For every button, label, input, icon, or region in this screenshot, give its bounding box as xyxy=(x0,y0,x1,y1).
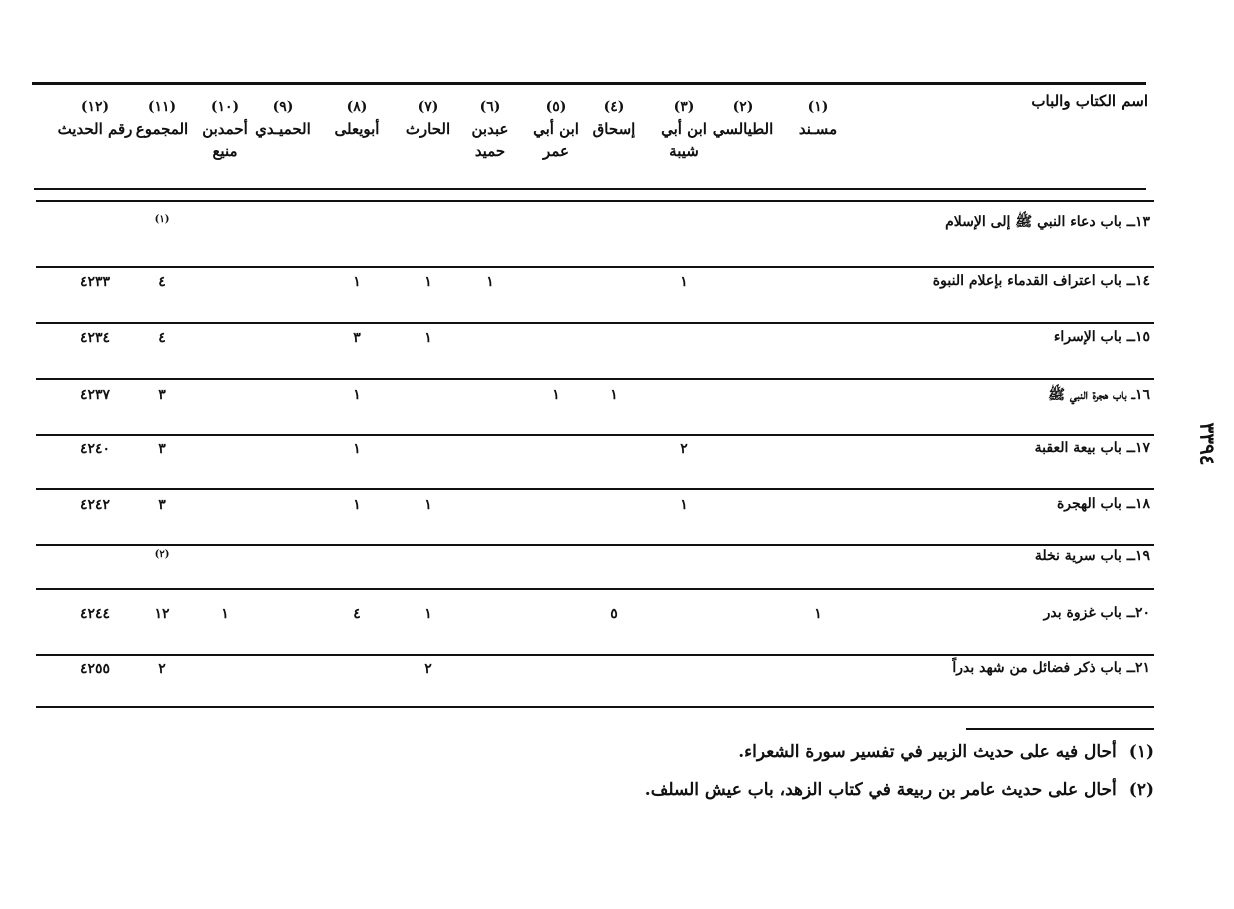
table-cell: ٣ xyxy=(353,330,361,346)
column-label: ابن أبي xyxy=(533,120,579,138)
footnote-mark: (١) xyxy=(1128,742,1154,762)
chapter-label: ١٦ــ باب هجرة النبي ﷺ xyxy=(1048,387,1150,403)
table-cell: ١ xyxy=(552,387,560,403)
table-cell: ١ xyxy=(680,497,688,513)
table-cell: ٤٢٤٠ xyxy=(79,441,111,457)
column-label: منيع xyxy=(212,142,238,160)
footnote-mark: (٢) xyxy=(1128,780,1154,800)
column-number: (١٢) xyxy=(80,99,110,115)
table-cell: ٤ xyxy=(353,606,361,622)
row-separator xyxy=(36,200,1154,202)
column-label: الحميـدي xyxy=(255,120,311,138)
table-cell: ٤٢٣٧ xyxy=(79,387,111,403)
chapter-label: ٢٠ــ باب غزوة بدر xyxy=(1043,605,1150,621)
column-number: (٧) xyxy=(417,99,439,115)
table-cell: ١ xyxy=(353,441,361,457)
chapter-label: ٢١ــ باب ذكر فضائل من شهد بدراً xyxy=(952,660,1150,676)
row-separator xyxy=(36,266,1154,268)
chapter-label: ١٥ــ باب الإسراء xyxy=(1053,329,1150,345)
row-separator xyxy=(36,488,1154,490)
column-label: عبدبن xyxy=(471,120,509,138)
footnote xyxy=(738,742,1154,762)
row-separator xyxy=(36,588,1154,590)
column-label: إسحاق xyxy=(592,120,636,138)
footnote-separator xyxy=(966,728,1154,730)
column-label: حميد xyxy=(474,142,506,160)
table-cell: (٢) xyxy=(154,549,170,560)
row-separator xyxy=(36,654,1154,656)
table-cell: ١ xyxy=(424,606,432,622)
table-cell: ٤٢٣٤ xyxy=(79,330,111,346)
table-cell: ١ xyxy=(221,606,229,622)
table-cell: ١ xyxy=(353,274,361,290)
table-cell: ٢ xyxy=(680,441,688,457)
row-separator xyxy=(36,322,1154,324)
table-cell: ١ xyxy=(424,497,432,513)
row-separator xyxy=(36,378,1154,380)
table-cell: ٣ xyxy=(158,441,166,457)
column-number: (٥) xyxy=(545,99,567,115)
table-cell: (١) xyxy=(154,214,170,225)
chapter-label: ١٧ــ باب بيعة العقبة xyxy=(1034,440,1150,456)
column-label: شيبة xyxy=(669,142,699,160)
table-cell: ٤٢٥٥ xyxy=(79,661,111,677)
column-number: (١١) xyxy=(147,99,177,115)
chapter-label: ١٨ــ باب الهجرة xyxy=(1056,496,1150,512)
side-page-number: ٣٣٩٤ xyxy=(1195,422,1220,466)
table-cell: ٢ xyxy=(424,661,432,677)
chapter-label: ١٣ــ باب دعاء النبي ﷺ إلى الإسلام xyxy=(945,214,1150,230)
column-label: رقم الحديث xyxy=(57,120,133,138)
table-cell: ١ xyxy=(424,274,432,290)
table-cell: ١ xyxy=(814,606,822,622)
footnote xyxy=(645,780,1154,800)
footnote-text: أحال على حديث عامر بن ربيعة في كتاب الزهد، باب عيش السلف. xyxy=(644,780,1117,800)
table-cell: ٣ xyxy=(158,387,166,403)
column-number: (٨) xyxy=(346,99,368,115)
column-number: (٤) xyxy=(603,99,625,115)
column-label: مسـند xyxy=(798,120,838,138)
table-cell: ٢ xyxy=(158,661,166,677)
column-number: (١) xyxy=(807,99,829,115)
row-separator xyxy=(36,706,1154,708)
column-label: ابن أبي xyxy=(661,120,707,138)
column-number: (١٠) xyxy=(210,99,240,115)
chapter-label: ١٤ــ باب اعتراف القدماء بإعلام النبوة xyxy=(932,273,1150,289)
table-cell: ٤ xyxy=(158,330,166,346)
table-cell: ٤٢٤٤ xyxy=(79,606,111,622)
table-cell: ١ xyxy=(353,387,361,403)
column-number: (٦) xyxy=(479,99,501,115)
column-number: (٩) xyxy=(272,99,294,115)
column-label: أحمدبن xyxy=(202,120,248,138)
column-label: الطيالسي xyxy=(712,120,774,138)
column-label: المجموع xyxy=(135,120,189,138)
table-cell: ١ xyxy=(610,387,618,403)
column-header xyxy=(50,96,140,140)
row-separator xyxy=(36,544,1154,546)
table-cell: ١٢ xyxy=(154,606,170,622)
table-cell: ١ xyxy=(353,497,361,513)
table-cell: ٤٢٣٣ xyxy=(79,274,111,290)
table-cell: ١ xyxy=(680,274,688,290)
column-label: الحارث xyxy=(405,120,451,138)
footnote-text: أحال فيه على حديث الزبير في تفسير سورة الشعراء. xyxy=(738,742,1117,762)
column-number: (٣) xyxy=(673,99,695,115)
table-cell: ٣ xyxy=(158,497,166,513)
column-label: عمر xyxy=(543,142,569,160)
header-bottom-rule xyxy=(34,188,1146,190)
chapter-label: ١٩ــ باب سرية نخلة xyxy=(1034,548,1150,564)
table-top-rule xyxy=(32,82,1146,85)
row-separator xyxy=(36,434,1154,436)
table-cell: ١ xyxy=(424,330,432,346)
table-cell: ٥ xyxy=(610,606,618,622)
column-number: (٢) xyxy=(732,99,754,115)
book-chapter-header: اسم الكتاب والباب xyxy=(1031,92,1148,110)
table-cell: ٤ xyxy=(158,274,166,290)
table-cell: ١ xyxy=(486,274,494,290)
table-cell: ٤٢٤٢ xyxy=(79,497,111,513)
column-label: أبويعلى xyxy=(334,120,380,138)
